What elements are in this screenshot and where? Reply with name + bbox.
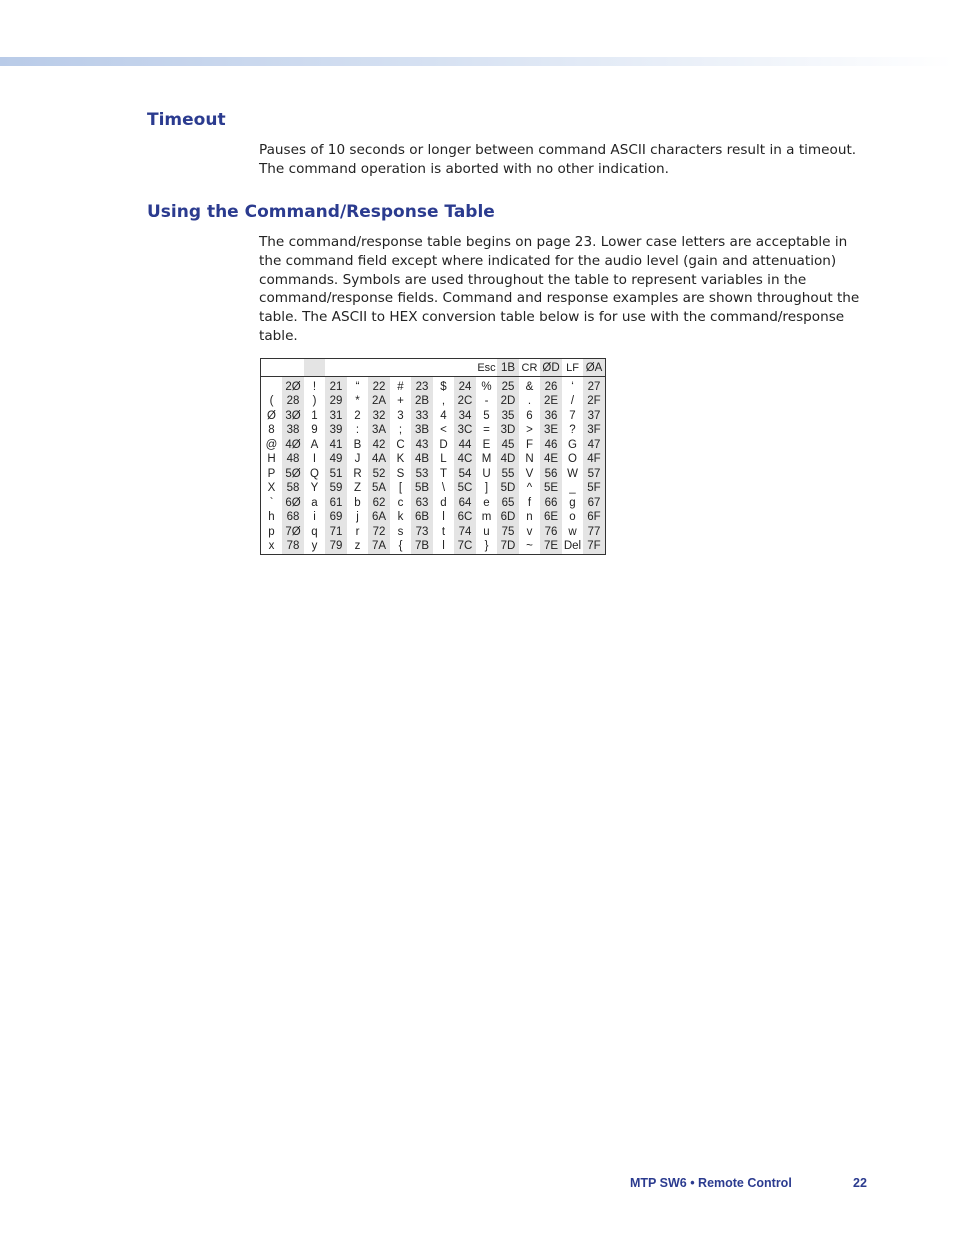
- ascii-hex-cell: 27: [583, 377, 606, 395]
- ascii-char-cell: K: [396, 453, 405, 466]
- ascii-char-cell: :: [355, 424, 360, 437]
- ascii-hex-cell: 4A: [368, 452, 390, 467]
- ascii-char-cell: m: [481, 511, 492, 524]
- ascii-table-row: [261, 496, 606, 511]
- ascii-char-cell: N: [525, 453, 534, 466]
- ascii-hex-cell: 79: [325, 539, 347, 554]
- ascii-char-cell: i: [313, 511, 316, 524]
- ascii-hex-cell: 29: [325, 394, 347, 409]
- footer-title: MTP SW6 • Remote Control: [630, 1176, 792, 1190]
- ascii-table-header-cell: [454, 359, 476, 377]
- ascii-char-cell: x: [268, 540, 275, 553]
- ascii-char-cell: I: [312, 453, 317, 466]
- ascii-hex-cell: 25: [497, 377, 519, 395]
- paragraph-line: table. The ASCII to HEX conversion table below is for use with the command/response: [259, 309, 845, 326]
- ascii-hex-cell: 4Ø: [282, 438, 304, 453]
- ascii-table-header-cell: [261, 359, 283, 377]
- ascii-char-cell: V: [525, 467, 534, 480]
- ascii-hex-cell: 2C: [454, 394, 476, 409]
- ascii-char-cell: .: [527, 395, 532, 408]
- ascii-char-cell: U: [482, 467, 491, 480]
- ascii-table-header-cell: [325, 359, 347, 377]
- ascii-char-cell: Ø: [267, 409, 276, 422]
- ascii-hex-cell: 71: [325, 525, 347, 540]
- ascii-hex-cell: 58: [282, 481, 304, 496]
- ascii-hex-cell: 23: [411, 377, 433, 395]
- section-heading-command-response: Using the Command/Response Table: [147, 202, 495, 222]
- ascii-char-cell: z: [354, 540, 361, 553]
- ascii-char-cell: D: [439, 438, 448, 451]
- ascii-hex-cell: 39: [325, 423, 347, 438]
- ascii-char-cell: 8: [268, 424, 275, 437]
- timeout-paragraph: [259, 141, 855, 179]
- ascii-char-cell: n: [526, 511, 533, 524]
- ascii-char-cell: `: [269, 496, 274, 509]
- ascii-char-cell: _: [569, 482, 576, 495]
- ascii-hex-cell: 34: [454, 409, 476, 424]
- ascii-hex-cell: 2A: [368, 394, 390, 409]
- ascii-hex-cell: 6F: [583, 510, 606, 525]
- ascii-hex-cell: 3Ø: [282, 409, 304, 424]
- ascii-hex-cell: 6B: [411, 510, 433, 525]
- section-heading-timeout: Timeout: [147, 110, 226, 130]
- ascii-hex-cell: 2D: [497, 394, 519, 409]
- ascii-char-cell: 6: [526, 409, 533, 422]
- ascii-hex-cell: 46: [540, 438, 562, 453]
- ascii-table-row: [261, 510, 606, 525]
- ascii-hex-cell: 4C: [454, 452, 476, 467]
- ascii-hex-cell: 3D: [497, 423, 519, 438]
- ascii-hex-cell: 73: [411, 525, 433, 540]
- ascii-hex-cell: 5B: [411, 481, 433, 496]
- ascii-table-row: [261, 525, 606, 540]
- ascii-char-cell: f: [527, 496, 532, 509]
- ascii-hex-cell: 6D: [497, 510, 519, 525]
- ascii-char-cell: ‘: [571, 380, 574, 393]
- ascii-char-cell: u: [483, 525, 490, 538]
- ascii-hex-cell: 45: [497, 438, 519, 453]
- ascii-char-cell: M: [481, 453, 492, 466]
- ascii-hex-cell: 63: [411, 496, 433, 511]
- ascii-char-cell: y: [311, 540, 318, 553]
- ascii-hex-cell: 2F: [583, 394, 606, 409]
- ascii-table-row: [261, 539, 606, 554]
- ascii-hex-cell: 38: [282, 423, 304, 438]
- ascii-char-cell: Z: [353, 482, 362, 495]
- ascii-char-cell: L: [440, 453, 447, 466]
- ascii-char-cell: \: [441, 482, 446, 495]
- ascii-hex-cell: 6E: [540, 510, 562, 525]
- ascii-hex-cell: 4B: [411, 452, 433, 467]
- ascii-table-header-cell: 1B: [497, 359, 519, 377]
- ascii-char-cell: ~: [526, 540, 533, 553]
- ascii-hex-cell: 3A: [368, 423, 390, 438]
- header-gradient-bar: [0, 57, 954, 66]
- ascii-hex-cell: 24: [454, 377, 476, 395]
- ascii-char-cell: 9: [311, 424, 318, 437]
- paragraph-line: Pauses of 10 seconds or longer between command ASCII characters result in a timeout.: [259, 142, 857, 158]
- ascii-hex-cell: 7C: [454, 539, 476, 554]
- ascii-hex-cell: 32: [368, 409, 390, 424]
- ascii-char-cell: #: [397, 380, 404, 393]
- ascii-hex-cell: 55: [497, 467, 519, 482]
- ascii-hex-cell: 68: [282, 510, 304, 525]
- ascii-char-cell: H: [267, 453, 276, 466]
- ascii-table-row: [261, 394, 606, 409]
- ascii-hex-cell: 62: [368, 496, 390, 511]
- ascii-char-cell: 1: [311, 409, 318, 422]
- ascii-char-cell: c: [397, 496, 404, 509]
- ascii-char-cell: }: [484, 540, 489, 553]
- ascii-char-cell: A: [310, 438, 319, 451]
- ascii-char-cell: J: [354, 453, 361, 466]
- ascii-char-cell: T: [439, 467, 448, 480]
- ascii-table-header-cell: Esc: [476, 359, 497, 377]
- ascii-table-header-cell: [347, 359, 368, 377]
- ascii-hex-cell: 3F: [583, 423, 606, 438]
- ascii-table-header-cell: [433, 359, 454, 377]
- ascii-hex-cell: 5E: [540, 481, 562, 496]
- ascii-char-cell: !: [312, 380, 317, 393]
- ascii-hex-cell: 52: [368, 467, 390, 482]
- ascii-hex-cell: 3B: [411, 423, 433, 438]
- ascii-hex-cell: 28: [282, 394, 304, 409]
- ascii-table-header-cell: LF: [562, 359, 583, 377]
- ascii-char-cell: ): [312, 395, 317, 408]
- ascii-char-cell: @: [265, 438, 278, 451]
- ascii-table-header-row: [261, 359, 606, 377]
- ascii-hex-cell: 69: [325, 510, 347, 525]
- ascii-char-cell: *: [355, 395, 360, 408]
- ascii-table-row: [261, 452, 606, 467]
- ascii-char-cell: (: [269, 395, 274, 408]
- ascii-hex-cell: 7A: [368, 539, 390, 554]
- ascii-hex-cell: 67: [583, 496, 606, 511]
- ascii-char-cell: [261, 377, 283, 395]
- ascii-char-cell: ;: [398, 424, 403, 437]
- ascii-hex-cell: 59: [325, 481, 347, 496]
- paragraph-line: command/response fields. Command and response examples are shown throughout the: [259, 290, 860, 307]
- ascii-table-header-cell: ØD: [540, 359, 562, 377]
- ascii-char-cell: l: [442, 511, 445, 524]
- ascii-hex-cell: 33: [411, 409, 433, 424]
- ascii-table-row: [261, 409, 606, 424]
- ascii-hex-cell: 21: [325, 377, 347, 395]
- ascii-table-header-cell: ØA: [583, 359, 606, 377]
- command-response-paragraph: [259, 233, 860, 346]
- ascii-char-cell: <: [440, 424, 447, 437]
- ascii-char-cell: B: [353, 438, 362, 451]
- paragraph-line: The command/response table begins on page 23. Lower case letters are acceptable in: [259, 234, 848, 250]
- ascii-char-cell: [: [398, 482, 403, 495]
- ascii-char-cell: %: [481, 380, 492, 393]
- ascii-hex-cell: 2Ø: [282, 377, 304, 395]
- ascii-char-cell: k: [397, 511, 404, 524]
- ascii-char-cell: /: [570, 395, 575, 408]
- ascii-table-header-cell: [368, 359, 390, 377]
- ascii-char-cell: e: [483, 496, 490, 509]
- ascii-char-cell: s: [397, 525, 404, 538]
- ascii-char-cell: ^: [526, 482, 533, 495]
- ascii-hex-cell: 76: [540, 525, 562, 540]
- ascii-char-cell: 4: [440, 409, 447, 422]
- ascii-char-cell: w: [568, 525, 577, 538]
- ascii-hex-cell: 5Ø: [282, 467, 304, 482]
- ascii-table-row: [261, 423, 606, 438]
- ascii-char-cell: q: [311, 525, 318, 538]
- ascii-char-cell: -: [484, 395, 489, 408]
- ascii-hex-cell: 5C: [454, 481, 476, 496]
- ascii-hex-table: [260, 358, 606, 555]
- ascii-char-cell: g: [569, 496, 576, 509]
- ascii-char-cell: &: [525, 380, 534, 393]
- ascii-hex-cell: 4D: [497, 452, 519, 467]
- ascii-char-cell: o: [569, 511, 576, 524]
- ascii-char-cell: W: [567, 467, 578, 480]
- ascii-hex-cell: 3E: [540, 423, 562, 438]
- ascii-char-cell: v: [526, 525, 533, 538]
- ascii-table-header-cell: [282, 359, 304, 377]
- ascii-char-cell: C: [396, 438, 405, 451]
- ascii-hex-cell: 6C: [454, 510, 476, 525]
- ascii-hex-cell: 7Ø: [282, 525, 304, 540]
- ascii-char-cell: Del: [563, 540, 582, 553]
- ascii-char-cell: S: [396, 467, 405, 480]
- ascii-char-cell: G: [568, 438, 577, 451]
- ascii-char-cell: 3: [397, 409, 404, 422]
- ascii-char-cell: h: [268, 511, 275, 524]
- ascii-char-cell: Q: [310, 467, 319, 480]
- ascii-table-row: [261, 467, 606, 482]
- ascii-hex-cell: 26: [540, 377, 562, 395]
- ascii-table-header-cell: CR: [519, 359, 540, 377]
- ascii-hex-cell: 31: [325, 409, 347, 424]
- ascii-char-cell: Y: [310, 482, 319, 495]
- ascii-char-cell: “: [355, 380, 360, 393]
- ascii-hex-cell: 4F: [583, 452, 606, 467]
- ascii-char-cell: E: [482, 438, 491, 451]
- ascii-hex-cell: 5F: [583, 481, 606, 496]
- ascii-char-cell: {: [398, 540, 403, 553]
- ascii-hex-cell: 66: [540, 496, 562, 511]
- ascii-hex-cell: 77: [583, 525, 606, 540]
- paragraph-line: the command field except where indicated for the audio level (gain and attenuation): [259, 252, 837, 269]
- ascii-hex-cell: 37: [583, 409, 606, 424]
- ascii-hex-cell: 47: [583, 438, 606, 453]
- ascii-hex-cell: 3C: [454, 423, 476, 438]
- ascii-char-cell: X: [267, 482, 276, 495]
- ascii-hex-cell: 7F: [583, 539, 606, 554]
- ascii-char-cell: O: [568, 453, 577, 466]
- ascii-table-header-cell: [304, 359, 325, 377]
- ascii-hex-cell: 74: [454, 525, 476, 540]
- ascii-hex-cell: 65: [497, 496, 519, 511]
- ascii-hex-cell: 7B: [411, 539, 433, 554]
- ascii-table-row: [261, 377, 606, 395]
- ascii-hex-cell: 54: [454, 467, 476, 482]
- ascii-char-cell: 2: [354, 409, 361, 422]
- ascii-char-cell: R: [353, 467, 362, 480]
- ascii-hex-cell: 78: [282, 539, 304, 554]
- ascii-hex-cell: 56: [540, 467, 562, 482]
- ascii-hex-cell: 4E: [540, 452, 562, 467]
- ascii-table-header-cell: [411, 359, 433, 377]
- ascii-char-cell: F: [525, 438, 534, 451]
- ascii-hex-cell: 7D: [497, 539, 519, 554]
- ascii-char-cell: 5: [483, 409, 490, 422]
- ascii-char-cell: p: [268, 525, 275, 538]
- ascii-char-cell: ]: [484, 482, 489, 495]
- ascii-hex-cell: 44: [454, 438, 476, 453]
- ascii-char-cell: P: [267, 467, 276, 480]
- paragraph-line: The command operation is aborted with no other indication.: [259, 160, 669, 177]
- ascii-char-cell: =: [483, 424, 490, 437]
- ascii-hex-cell: 57: [583, 467, 606, 482]
- ascii-char-cell: ?: [569, 424, 576, 437]
- ascii-hex-cell: 6A: [368, 510, 390, 525]
- ascii-hex-cell: 35: [497, 409, 519, 424]
- ascii-char-cell: l: [442, 540, 445, 553]
- paragraph-line: table.: [259, 327, 298, 344]
- ascii-hex-cell: 22: [368, 377, 390, 395]
- ascii-table-row: [261, 481, 606, 496]
- ascii-hex-cell: 41: [325, 438, 347, 453]
- paragraph-line: commands. Symbols are used throughout the table to represent variables in the: [259, 271, 807, 288]
- ascii-char-cell: t: [441, 525, 446, 538]
- ascii-hex-cell: 51: [325, 467, 347, 482]
- ascii-hex-cell: 49: [325, 452, 347, 467]
- ascii-hex-cell: 64: [454, 496, 476, 511]
- ascii-table-row: [261, 438, 606, 453]
- ascii-char-cell: >: [526, 424, 533, 437]
- ascii-char-cell: j: [356, 511, 359, 524]
- ascii-hex-cell: 42: [368, 438, 390, 453]
- ascii-hex-cell: 72: [368, 525, 390, 540]
- ascii-char-cell: $: [440, 380, 447, 393]
- ascii-char-cell: b: [354, 496, 361, 509]
- ascii-char-cell: r: [355, 525, 360, 538]
- ascii-char-cell: a: [311, 496, 318, 509]
- ascii-hex-cell: 2E: [540, 394, 562, 409]
- ascii-char-cell: d: [440, 496, 447, 509]
- ascii-char-cell: ,: [441, 395, 446, 408]
- page-number: 22: [853, 1176, 867, 1190]
- ascii-hex-cell: 53: [411, 467, 433, 482]
- ascii-hex-cell: 5A: [368, 481, 390, 496]
- ascii-table-header-cell: [390, 359, 411, 377]
- ascii-hex-cell: 48: [282, 452, 304, 467]
- ascii-hex-cell: 5D: [497, 481, 519, 496]
- ascii-hex-cell: 36: [540, 409, 562, 424]
- ascii-hex-cell: 61: [325, 496, 347, 511]
- ascii-hex-cell: 2B: [411, 394, 433, 409]
- ascii-hex-cell: 75: [497, 525, 519, 540]
- ascii-char-cell: +: [397, 395, 404, 408]
- ascii-hex-cell: 6Ø: [282, 496, 304, 511]
- ascii-hex-cell: 43: [411, 438, 433, 453]
- ascii-char-cell: 7: [569, 409, 576, 422]
- ascii-hex-cell: 7E: [540, 539, 562, 554]
